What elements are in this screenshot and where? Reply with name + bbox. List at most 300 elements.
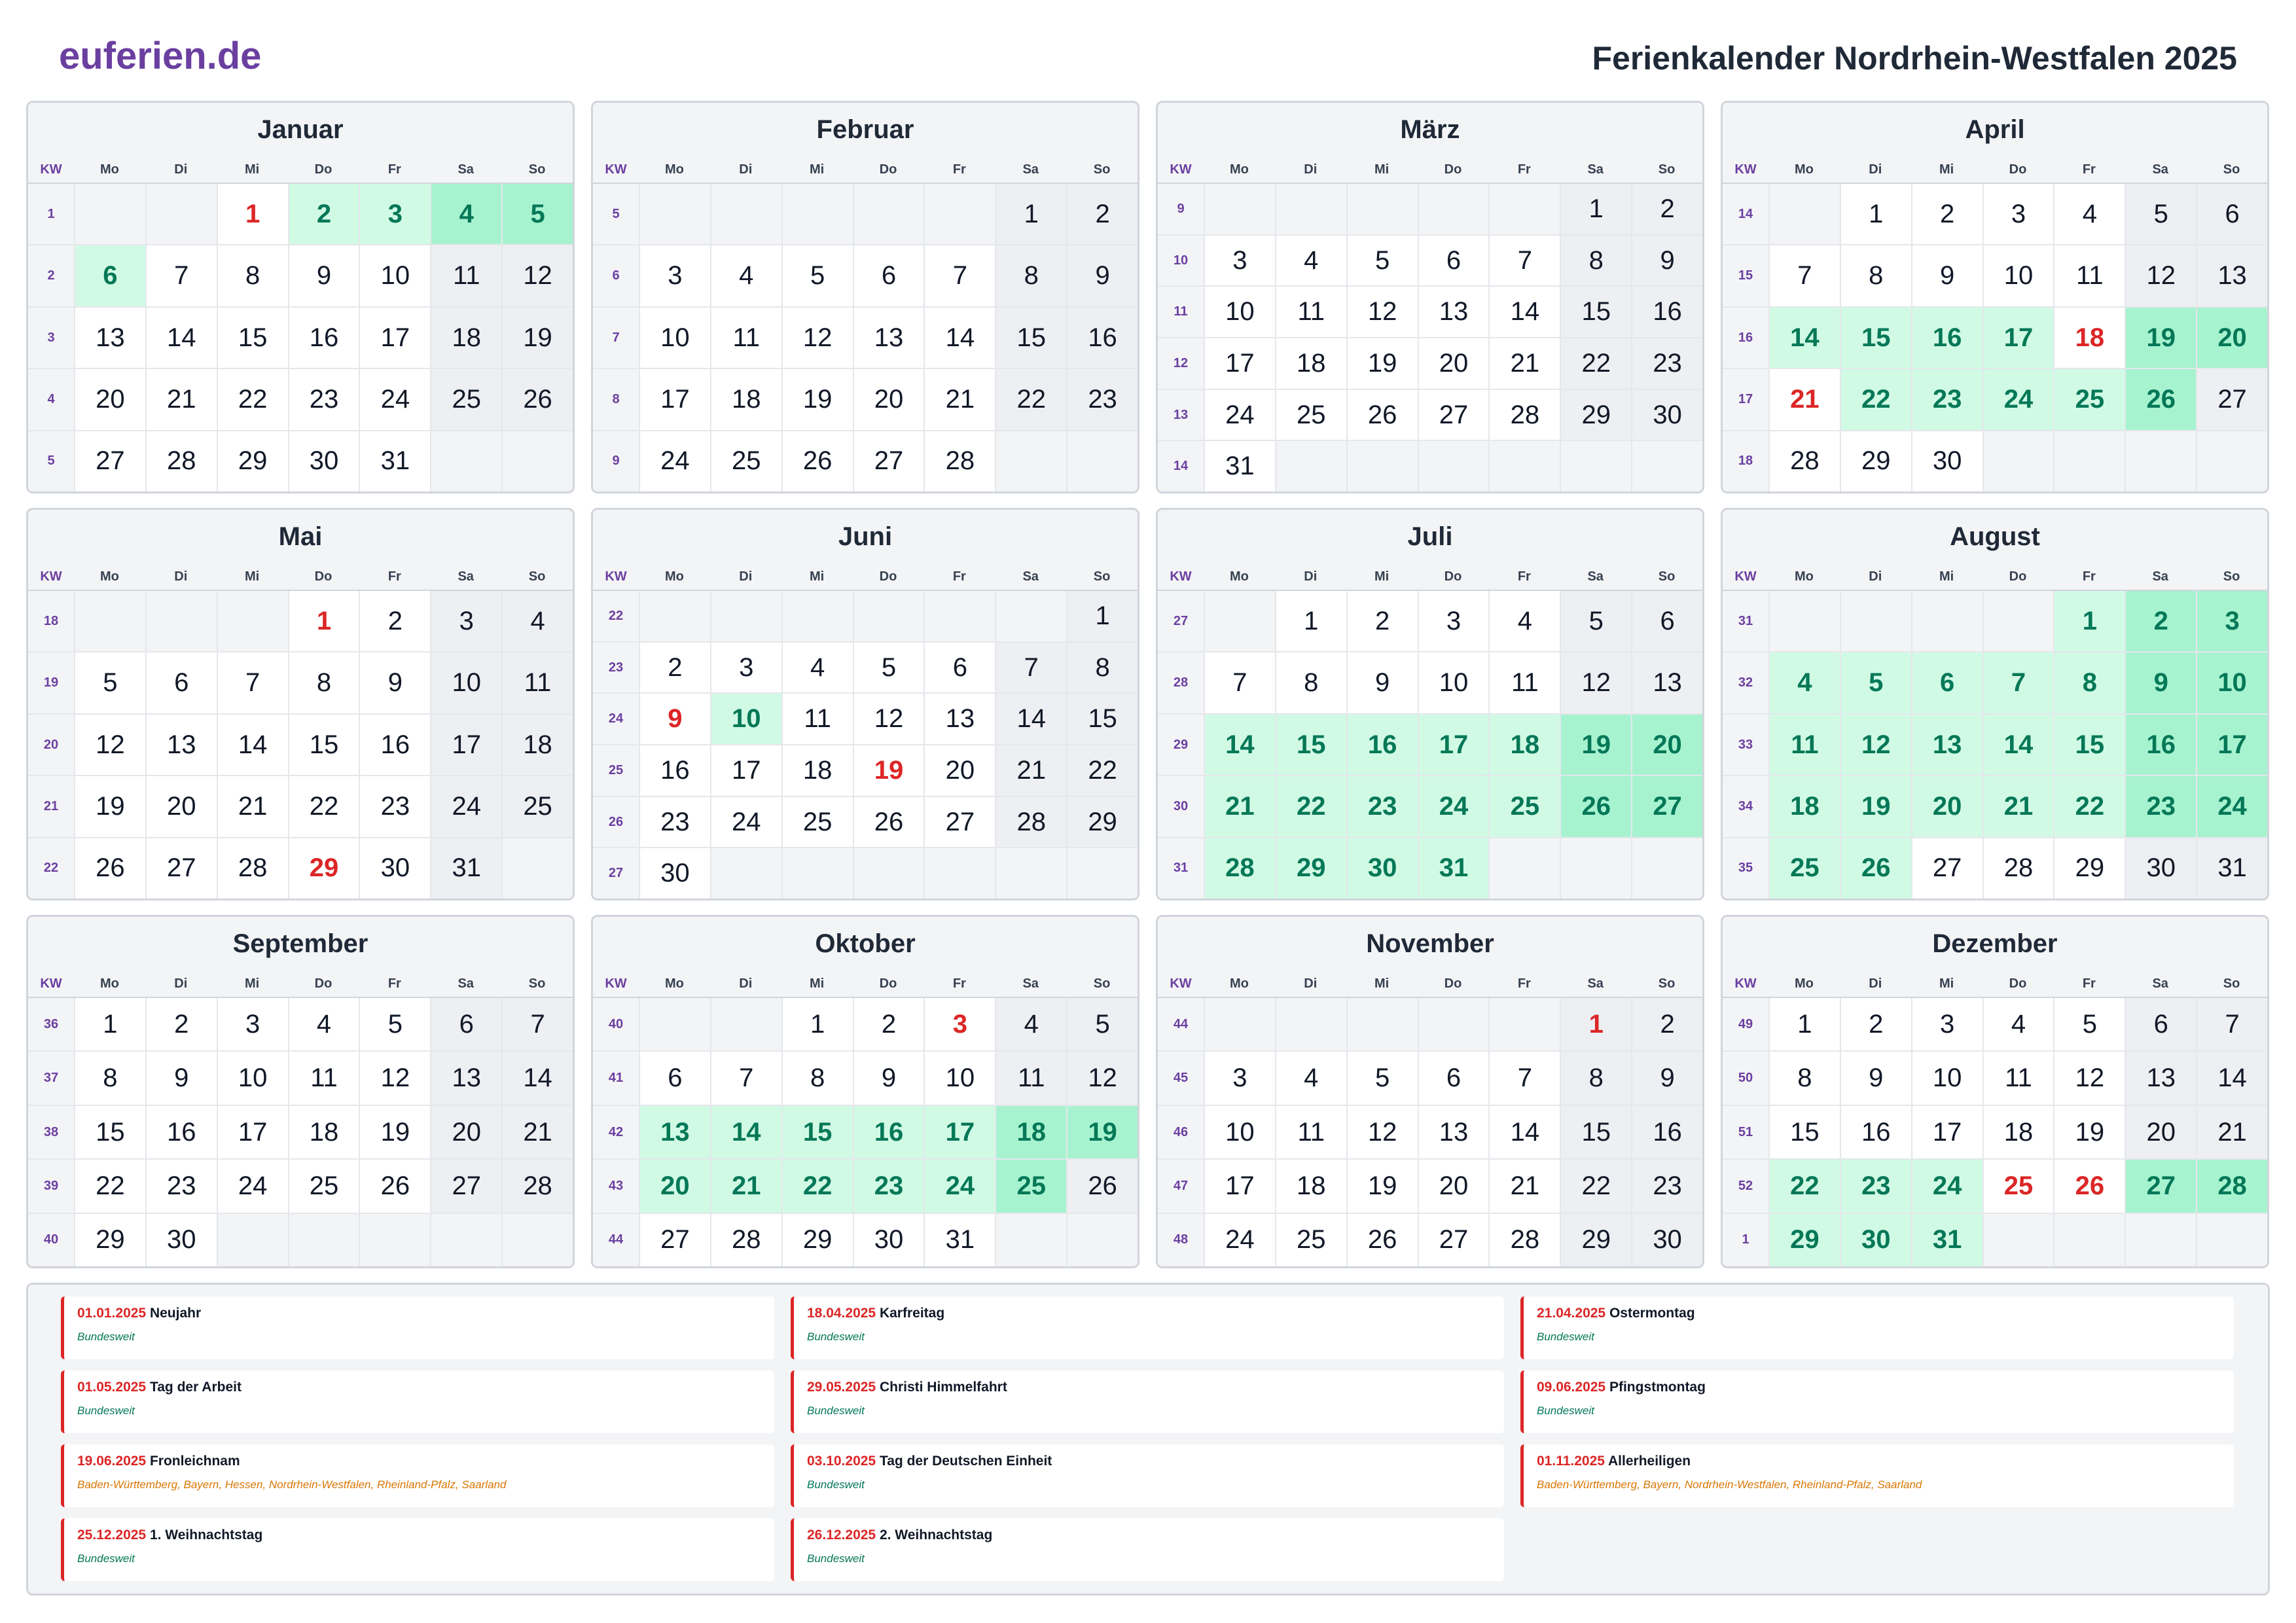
school-holiday-day: 8 — [2053, 652, 2125, 713]
weekday-header — [1158, 156, 1702, 184]
month-märz — [1156, 101, 1704, 493]
weekday-label: Fr — [2082, 569, 2096, 584]
month-juni — [591, 508, 1139, 901]
holiday-name: Ostermontag — [1609, 1306, 1695, 1321]
day-cell: 6 — [2125, 998, 2196, 1050]
school-holiday-day: 25 — [995, 1160, 1066, 1212]
empty-day-cell — [1418, 441, 1489, 491]
public-holiday-item — [791, 1296, 1504, 1359]
weekday-label: So — [1658, 976, 1676, 991]
weekday-label: Mi — [245, 976, 260, 991]
day-cell: 11 — [1488, 652, 1560, 713]
public-holiday-item — [791, 1444, 1504, 1507]
site-logo[interactable]: euferien.de — [59, 35, 262, 77]
empty-day-cell — [501, 431, 573, 491]
school-holiday-day: 5 — [501, 184, 573, 244]
weekday-label: So — [1093, 162, 1111, 177]
day-cell: 28 — [145, 431, 217, 491]
school-holiday-day: 24 — [2196, 776, 2267, 836]
day-cell: 5 — [853, 643, 924, 693]
weekday-label: Fr — [387, 569, 401, 584]
school-holiday-day: 23 — [853, 1160, 924, 1212]
school-holiday-day: 19 — [1560, 715, 1631, 775]
day-cell: 7 — [924, 245, 995, 306]
day-cell: 12 — [359, 1052, 430, 1104]
school-holiday-day: 23 — [1911, 369, 1982, 429]
month-title: Mai — [278, 522, 323, 551]
school-holiday-day: 30 — [1346, 838, 1418, 899]
week-number: 18 — [28, 591, 74, 651]
school-holiday-day: 23 — [1840, 1160, 1911, 1212]
day-cell: 19 — [781, 369, 853, 429]
day-cell: 8 — [1066, 643, 1138, 693]
week-number: 27 — [593, 848, 639, 899]
holiday-scope: Bundesweit — [77, 1552, 135, 1565]
day-cell: 15 — [217, 308, 288, 368]
school-holiday-day: 3 — [2196, 591, 2267, 651]
weekday-label: Mi — [810, 569, 825, 584]
holiday-scope: Bundesweit — [807, 1478, 865, 1491]
weekday-label: Sa — [1022, 976, 1039, 991]
weekday-label: Mo — [1229, 162, 1249, 177]
school-holiday-day: 19 — [1840, 776, 1911, 836]
weekday-header — [593, 971, 1138, 998]
school-holiday-day: 16 — [1346, 715, 1418, 775]
day-cell: 23 — [145, 1160, 217, 1212]
week-number: 19 — [28, 652, 74, 713]
week-number: 46 — [1158, 1106, 1204, 1158]
day-cell: 13 — [1418, 287, 1489, 337]
empty-day-cell — [217, 591, 288, 651]
week-row — [593, 591, 1138, 643]
weekday-label: Mi — [245, 162, 260, 177]
school-holiday-day: 20 — [2196, 308, 2267, 368]
weekday-label: Sa — [2152, 162, 2168, 177]
week-row — [1723, 838, 2267, 899]
day-cell: 27 — [1911, 838, 1982, 899]
school-holiday-day: 25 — [1488, 776, 1560, 836]
day-cell: 13 — [1418, 1106, 1489, 1158]
day-cell: 24 — [1204, 1214, 1275, 1266]
day-cell: 27 — [853, 431, 924, 491]
holiday-title-line — [807, 1380, 1491, 1395]
week-number: 1 — [1723, 1214, 1768, 1266]
empty-day-cell — [74, 184, 145, 244]
weekday-header — [593, 156, 1138, 184]
empty-day-cell — [710, 998, 781, 1050]
day-cell: 18 — [288, 1106, 359, 1158]
kw-header: KW — [1734, 569, 1757, 584]
day-cell: 5 — [1346, 1052, 1418, 1104]
day-cell: 11 — [1275, 287, 1346, 337]
day-cell: 13 — [430, 1052, 501, 1104]
week-number: 17 — [1723, 369, 1768, 429]
day-cell: 3 — [1911, 998, 1982, 1050]
school-holiday-day: 15 — [781, 1106, 853, 1158]
day-cell: 25 — [288, 1160, 359, 1212]
week-row — [593, 694, 1138, 745]
day-cell: 2 — [1911, 184, 1982, 244]
week-number: 44 — [1158, 998, 1204, 1050]
day-cell: 12 — [2053, 1052, 2125, 1104]
day-cell: 11 — [710, 308, 781, 368]
day-cell: 1 — [781, 998, 853, 1050]
empty-day-cell — [1911, 591, 1982, 651]
weekday-header — [28, 971, 573, 998]
weekday-label: Fr — [952, 569, 966, 584]
week-row — [593, 1106, 1138, 1160]
holiday-name: Christi Himmelfahrt — [879, 1380, 1007, 1395]
day-cell: 7 — [217, 652, 288, 713]
week-number: 43 — [593, 1160, 639, 1212]
month-table — [28, 156, 573, 491]
week-number: 49 — [1723, 998, 1768, 1050]
holiday-date: 25.12.2025 — [77, 1527, 147, 1543]
week-number: 50 — [1723, 1052, 1768, 1104]
day-cell: 1 — [1560, 184, 1631, 234]
day-cell: 22 — [74, 1160, 145, 1212]
public-holiday-day: 29 — [288, 838, 359, 899]
month-grid — [26, 101, 2270, 1268]
week-number: 6 — [593, 245, 639, 306]
day-cell: 30 — [359, 838, 430, 899]
holiday-scope: Bundesweit — [807, 1330, 865, 1343]
day-cell: 21 — [145, 369, 217, 429]
week-number: 25 — [593, 745, 639, 796]
empty-day-cell — [639, 591, 710, 641]
weekday-label: Fr — [1517, 976, 1531, 991]
day-cell: 16 — [1066, 308, 1138, 368]
empty-day-cell — [1204, 998, 1275, 1050]
school-holiday-day: 18 — [1488, 715, 1560, 775]
week-row — [1158, 1052, 1702, 1105]
week-row — [1158, 1160, 1702, 1213]
day-cell: 13 — [924, 694, 995, 744]
week-row — [1723, 308, 2267, 369]
day-cell: 24 — [359, 369, 430, 429]
day-cell: 6 — [1418, 236, 1489, 286]
day-cell: 9 — [853, 1052, 924, 1104]
day-cell: 19 — [1346, 338, 1418, 389]
week-row — [28, 591, 573, 652]
empty-day-cell — [1560, 838, 1631, 899]
day-cell: 28 — [710, 1214, 781, 1266]
empty-day-cell — [1204, 184, 1275, 234]
month-table — [28, 971, 573, 1266]
holiday-scope: Bundesweit — [77, 1404, 135, 1417]
public-holiday-item — [1520, 1444, 2234, 1507]
week-number: 5 — [28, 431, 74, 491]
school-holiday-day: 12 — [1840, 715, 1911, 775]
holiday-name: Tag der Deutschen Einheit — [879, 1454, 1052, 1469]
day-cell: 8 — [995, 245, 1066, 306]
empty-day-cell — [1346, 998, 1418, 1050]
day-cell: 2 — [1631, 998, 1702, 1050]
day-cell: 23 — [1631, 1160, 1702, 1212]
day-cell: 12 — [1346, 1106, 1418, 1158]
empty-day-cell — [639, 998, 710, 1050]
weekday-label: Mo — [99, 162, 119, 177]
empty-day-cell — [639, 184, 710, 244]
empty-day-cell — [1346, 184, 1418, 234]
day-cell: 26 — [853, 797, 924, 847]
kw-header: KW — [1170, 569, 1192, 584]
day-cell: 13 — [74, 308, 145, 368]
week-row — [1158, 838, 1702, 899]
day-cell: 19 — [1346, 1160, 1418, 1212]
week-row — [593, 1214, 1138, 1266]
weekday-header — [1723, 971, 2267, 998]
day-cell: 20 — [430, 1106, 501, 1158]
month-title: November — [1366, 929, 1494, 958]
day-cell: 25 — [1275, 390, 1346, 440]
day-cell: 9 — [1911, 245, 1982, 306]
week-row — [28, 369, 573, 431]
day-cell: 23 — [1631, 338, 1702, 389]
day-cell: 22 — [1560, 338, 1631, 389]
holiday-title-line — [1537, 1454, 2221, 1469]
week-row — [28, 838, 573, 899]
weekday-label: Mi — [1374, 976, 1390, 991]
week-number: 34 — [1723, 776, 1768, 836]
day-cell: 10 — [359, 245, 430, 306]
holiday-title-line — [77, 1527, 761, 1543]
empty-day-cell — [501, 1214, 573, 1266]
empty-day-cell — [1275, 998, 1346, 1050]
day-cell: 30 — [2125, 838, 2196, 899]
empty-day-cell — [995, 848, 1066, 899]
weekday-label: Mo — [664, 569, 684, 584]
week-number: 45 — [1158, 1052, 1204, 1104]
day-cell: 10 — [639, 308, 710, 368]
day-cell: 6 — [924, 643, 995, 693]
weekday-header — [1158, 563, 1702, 591]
day-cell: 6 — [145, 652, 217, 713]
weekday-label: Di — [174, 976, 188, 991]
week-number: 39 — [28, 1160, 74, 1212]
weekday-label: Fr — [2082, 162, 2096, 177]
weekday-label: Do — [314, 976, 332, 991]
day-cell: 26 — [781, 431, 853, 491]
public-holiday-item — [1520, 1370, 2234, 1433]
weekday-label: Mi — [245, 569, 260, 584]
day-cell: 23 — [359, 776, 430, 836]
weekday-label: Sa — [457, 162, 474, 177]
day-cell: 4 — [288, 998, 359, 1050]
holiday-name: Pfingstmontag — [1609, 1380, 1706, 1395]
week-number: 12 — [1158, 338, 1204, 389]
holiday-name: Fronleichnam — [149, 1454, 240, 1469]
holiday-date: 29.05.2025 — [807, 1380, 876, 1395]
school-holiday-day: 13 — [1911, 715, 1982, 775]
weekday-label: Sa — [2152, 976, 2168, 991]
day-cell: 3 — [217, 998, 288, 1050]
day-cell: 18 — [430, 308, 501, 368]
holiday-name: 1. Weihnachtstag — [149, 1527, 263, 1543]
empty-day-cell — [1982, 1214, 2054, 1266]
empty-day-cell — [1418, 184, 1489, 234]
week-row — [1723, 776, 2267, 838]
day-cell: 11 — [1275, 1106, 1346, 1158]
day-cell: 29 — [781, 1214, 853, 1266]
day-cell: 27 — [1418, 1214, 1489, 1266]
weekday-label: Mi — [1939, 162, 1954, 177]
school-holiday-day: 14 — [1768, 308, 1840, 368]
day-cell: 3 — [1982, 184, 2054, 244]
weekday-label: Di — [739, 162, 753, 177]
school-holiday-day: 20 — [1911, 776, 1982, 836]
week-row — [1723, 184, 2267, 245]
weekday-label: Di — [1304, 569, 1318, 584]
week-row — [1158, 390, 1702, 442]
day-cell: 23 — [639, 797, 710, 847]
empty-day-cell — [1840, 591, 1911, 651]
week-row — [1723, 1160, 2267, 1213]
week-number: 22 — [28, 838, 74, 899]
empty-day-cell — [995, 431, 1066, 491]
month-juli — [1156, 508, 1704, 901]
day-cell: 1 — [1768, 998, 1840, 1050]
day-cell: 15 — [995, 308, 1066, 368]
weekday-label: Do — [1444, 976, 1462, 991]
weekday-label: Sa — [457, 569, 474, 584]
month-title: Juni — [838, 522, 893, 551]
month-table — [1158, 971, 1702, 1266]
week-row — [28, 308, 573, 369]
public-holiday-day: 1 — [288, 591, 359, 651]
day-cell: 28 — [1488, 390, 1560, 440]
week-number: 14 — [1158, 441, 1204, 491]
day-cell: 25 — [501, 776, 573, 836]
week-row — [1723, 652, 2267, 714]
month-april — [1721, 101, 2269, 493]
empty-day-cell — [217, 1214, 288, 1266]
empty-day-cell — [1346, 441, 1418, 491]
month-table — [1158, 156, 1702, 491]
month-title: Dezember — [1932, 929, 2058, 958]
public-holiday-day: 1 — [217, 184, 288, 244]
empty-day-cell — [1560, 441, 1631, 491]
empty-day-cell — [1066, 1214, 1138, 1266]
day-cell: 13 — [2196, 245, 2267, 306]
empty-day-cell — [710, 591, 781, 641]
empty-day-cell — [1275, 184, 1346, 234]
public-holiday-legend — [26, 1283, 2270, 1596]
day-cell: 10 — [430, 652, 501, 713]
day-cell: 2 — [145, 998, 217, 1050]
day-cell: 15 — [1768, 1106, 1840, 1158]
day-cell: 12 — [853, 694, 924, 744]
week-row — [28, 715, 573, 776]
day-cell: 28 — [924, 431, 995, 491]
day-cell: 30 — [1631, 390, 1702, 440]
week-row — [593, 998, 1138, 1052]
empty-day-cell — [2125, 431, 2196, 491]
weekday-label: So — [2223, 569, 2240, 584]
holiday-name: Allerheiligen — [1608, 1454, 1691, 1469]
holiday-date: 19.06.2025 — [77, 1454, 147, 1469]
school-holiday-day: 13 — [639, 1106, 710, 1158]
day-cell: 14 — [924, 308, 995, 368]
day-cell: 10 — [1911, 1052, 1982, 1104]
week-number: 28 — [1158, 652, 1204, 713]
day-cell: 16 — [288, 308, 359, 368]
day-cell: 12 — [781, 308, 853, 368]
school-holiday-day: 21 — [710, 1160, 781, 1212]
day-cell: 14 — [1488, 287, 1560, 337]
day-cell: 10 — [924, 1052, 995, 1104]
day-cell: 27 — [1418, 390, 1489, 440]
empty-day-cell — [924, 184, 995, 244]
day-cell: 25 — [1275, 1214, 1346, 1266]
weekday-label: Sa — [2152, 569, 2168, 584]
week-row — [28, 184, 573, 245]
week-number: 51 — [1723, 1106, 1768, 1158]
public-holiday-day: 25 — [1982, 1160, 2054, 1212]
day-cell: 21 — [924, 369, 995, 429]
school-holiday-day: 16 — [2125, 715, 2196, 775]
week-number: 23 — [593, 643, 639, 693]
day-cell: 28 — [217, 838, 288, 899]
weekday-label: Fr — [1517, 162, 1531, 177]
school-holiday-day: 17 — [1418, 715, 1489, 775]
school-holiday-day: 21 — [1204, 776, 1275, 836]
empty-day-cell — [1066, 848, 1138, 899]
day-cell: 25 — [781, 797, 853, 847]
day-cell: 3 — [1204, 1052, 1275, 1104]
day-cell: 12 — [1066, 1052, 1138, 1104]
day-cell: 18 — [501, 715, 573, 775]
holiday-title-line — [1537, 1380, 2221, 1395]
week-row — [1158, 776, 1702, 838]
day-cell: 21 — [1488, 1160, 1560, 1212]
school-holiday-day: 27 — [1631, 776, 1702, 836]
day-cell: 27 — [924, 797, 995, 847]
day-cell: 4 — [1275, 1052, 1346, 1104]
school-holiday-day: 2 — [288, 184, 359, 244]
day-cell: 13 — [145, 715, 217, 775]
week-row — [1723, 369, 2267, 431]
public-holiday-item — [61, 1444, 774, 1507]
day-cell: 19 — [359, 1106, 430, 1158]
school-holiday-day: 6 — [1911, 652, 1982, 713]
empty-day-cell — [710, 848, 781, 899]
day-cell: 1 — [1275, 591, 1346, 651]
day-cell: 6 — [1418, 1052, 1489, 1104]
day-cell: 6 — [639, 1052, 710, 1104]
school-holiday-day: 4 — [1768, 652, 1840, 713]
weekday-label: Sa — [1022, 569, 1039, 584]
public-holiday-day: 3 — [924, 998, 995, 1050]
day-cell: 12 — [1560, 652, 1631, 713]
week-number: 9 — [1158, 184, 1204, 234]
day-cell: 22 — [1560, 1160, 1631, 1212]
day-cell: 26 — [1346, 390, 1418, 440]
day-cell: 31 — [359, 431, 430, 491]
school-holiday-day: 26 — [2125, 369, 2196, 429]
day-cell: 4 — [1488, 591, 1560, 651]
day-cell: 17 — [359, 308, 430, 368]
empty-day-cell — [1631, 441, 1702, 491]
week-number: 15 — [1723, 245, 1768, 306]
empty-day-cell — [74, 591, 145, 651]
day-cell: 24 — [639, 431, 710, 491]
public-holiday-item — [61, 1518, 774, 1581]
school-holiday-day: 22 — [2053, 776, 2125, 836]
kw-header: KW — [1170, 976, 1192, 991]
week-row — [1723, 1106, 2267, 1160]
week-number: 14 — [1723, 184, 1768, 244]
